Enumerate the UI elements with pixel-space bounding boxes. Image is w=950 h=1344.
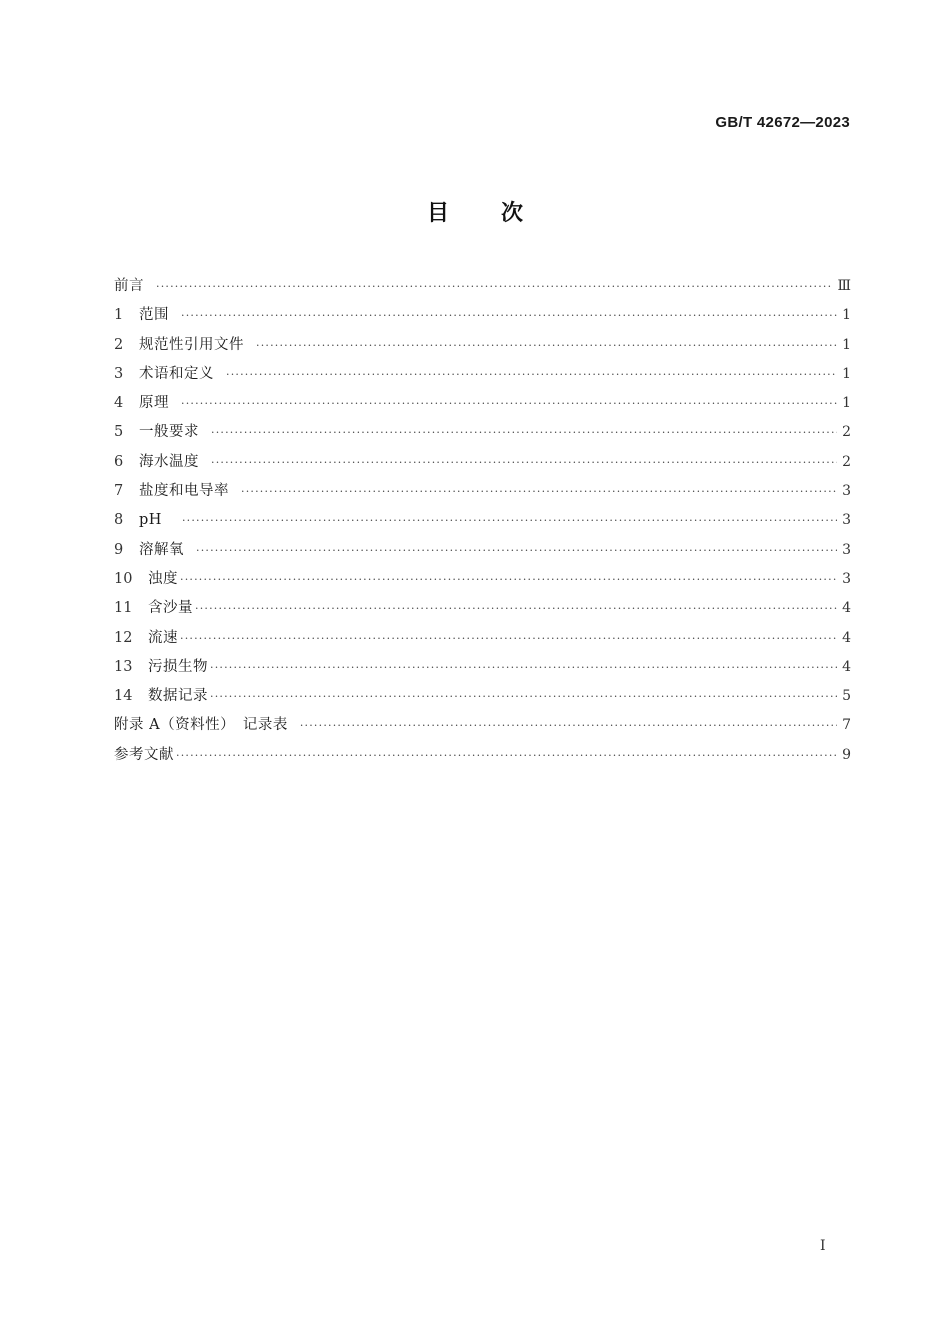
toc-entry-page: 3 — [842, 541, 851, 558]
toc-entry-title: 前言 — [114, 278, 144, 294]
toc-leader-dots — [195, 594, 837, 623]
toc-entry-salinity-conductivity[interactable] — [114, 477, 851, 506]
toc-entry-number: 12 — [114, 629, 133, 646]
toc-entry-title: pH — [139, 512, 162, 529]
toc-entry-general-requirements[interactable] — [114, 418, 851, 447]
toc-entry-title: 附录 A（资料性） 记录表 — [114, 717, 288, 734]
toc-entry-page: 1 — [842, 395, 851, 412]
toc-entry-number: 13 — [114, 658, 133, 675]
toc-entry-sediment-content[interactable] — [114, 594, 851, 623]
toc-leader-dots — [176, 741, 837, 770]
table-of-contents — [114, 272, 851, 770]
toc-entry-page: 2 — [842, 424, 851, 441]
toc-entry-number: 11 — [114, 600, 133, 617]
toc-leader-dots — [241, 477, 837, 506]
page-title: 目次 — [426, 201, 575, 226]
toc-entry-principle[interactable] — [114, 389, 851, 418]
toc-leader-dots — [181, 301, 837, 330]
toc-entry-number: 9 — [114, 541, 124, 558]
toc-entry-number: 8 — [114, 512, 124, 529]
toc-leader-dots — [256, 331, 837, 360]
toc-entry-page: 4 — [842, 600, 851, 617]
toc-entry-page: 7 — [842, 717, 851, 734]
toc-leader-dots — [210, 682, 837, 711]
toc-entry-number: 14 — [114, 688, 133, 705]
toc-entry-number: 7 — [114, 483, 124, 500]
toc-leader-dots — [211, 418, 837, 447]
toc-entry-number: 4 — [114, 395, 124, 412]
toc-entry-title: 参考文献 — [114, 746, 174, 763]
toc-entry-fouling-organisms[interactable] — [114, 653, 851, 682]
toc-entry-foreword[interactable] — [114, 272, 851, 301]
toc-leader-dots — [156, 272, 833, 301]
toc-entry-dissolved-oxygen[interactable] — [114, 536, 851, 565]
toc-entry-page: Ⅲ — [837, 278, 851, 294]
toc-entry-title: 规范性引用文件 — [139, 336, 244, 353]
toc-entry-number: 10 — [114, 570, 133, 587]
toc-entry-number: 2 — [114, 336, 124, 353]
toc-entry-title: 一般要求 — [139, 424, 199, 441]
toc-entry-title: 含沙量 — [148, 600, 193, 617]
toc-entry-page: 2 — [842, 453, 851, 470]
toc-leader-dots — [196, 536, 837, 565]
standard-code: GB/T 42672—2023 — [715, 114, 850, 131]
toc-entry-title: 流速 — [148, 629, 178, 646]
toc-entry-annex-a[interactable] — [114, 711, 851, 740]
toc-entry-page: 9 — [842, 746, 851, 763]
toc-entry-number: 3 — [114, 365, 124, 382]
toc-leader-dots — [210, 653, 837, 682]
toc-entry-title: 范围 — [139, 307, 169, 324]
toc-leader-dots — [211, 448, 837, 477]
toc-entry-seawater-temperature[interactable] — [114, 448, 851, 477]
toc-entry-page: 1 — [842, 307, 851, 324]
toc-entry-title: 海水温度 — [139, 453, 199, 470]
toc-entry-page: 4 — [842, 658, 851, 675]
toc-entry-page: 5 — [842, 688, 851, 705]
page-number: I — [820, 1238, 826, 1254]
toc-leader-dots — [300, 711, 837, 740]
toc-entry-title: 溶解氧 — [139, 541, 184, 558]
toc-leader-dots — [180, 565, 837, 594]
toc-leader-dots — [181, 389, 837, 418]
toc-entry-bibliography[interactable] — [114, 741, 851, 770]
toc-entry-turbidity[interactable] — [114, 565, 851, 594]
toc-entry-page: 1 — [842, 365, 851, 382]
toc-entry-number: 6 — [114, 453, 124, 470]
toc-entry-title: 原理 — [139, 395, 169, 412]
toc-entry-page: 4 — [842, 629, 851, 646]
toc-entry-scope[interactable] — [114, 301, 851, 330]
toc-entry-normative-references[interactable] — [114, 331, 851, 360]
toc-entry-number: 1 — [114, 307, 124, 324]
toc-leader-dots — [182, 506, 837, 535]
toc-leader-dots — [226, 360, 837, 389]
toc-entry-title: 污损生物 — [148, 658, 208, 675]
toc-entry-flow-velocity[interactable] — [114, 624, 851, 653]
toc-entry-title: 数据记录 — [148, 688, 208, 705]
toc-entry-page: 3 — [842, 483, 851, 500]
toc-entry-title: 浊度 — [148, 570, 178, 587]
toc-entry-page: 1 — [842, 336, 851, 353]
toc-entry-number: 5 — [114, 424, 124, 441]
toc-entry-title: 术语和定义 — [139, 365, 214, 382]
toc-entry-ph[interactable] — [114, 506, 851, 535]
toc-entry-title: 盐度和电导率 — [139, 483, 229, 500]
toc-entry-page: 3 — [842, 512, 851, 529]
toc-entry-data-recording[interactable] — [114, 682, 851, 711]
toc-leader-dots — [180, 624, 837, 653]
toc-entry-terms-definitions[interactable] — [114, 360, 851, 389]
toc-entry-page: 3 — [842, 570, 851, 587]
